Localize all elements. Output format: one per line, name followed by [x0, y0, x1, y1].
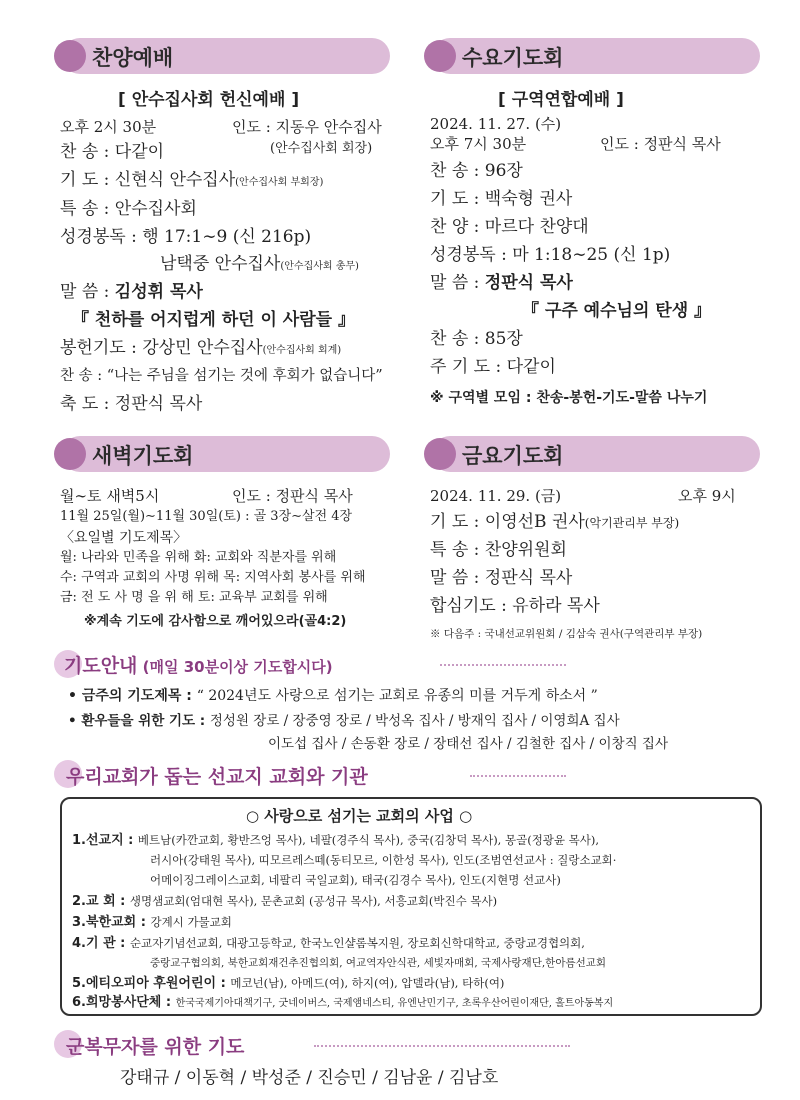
- wednesday-lords-prayer: 주 기 도 : 다같이: [430, 357, 556, 377]
- friday-title: 금요기도회: [462, 444, 564, 468]
- worship-sermon-label: 말 씀 :: [60, 282, 115, 302]
- missions-item-6-label: 6.희망봉사단체 :: [72, 995, 176, 1010]
- friday-closing: 합심기도 : 유하라 목사: [430, 596, 600, 616]
- friday-next: ※ 다음주 : 국내선교위원회 / 김삼숙 권사(구역관리부 부장): [430, 628, 703, 640]
- missions-item-1-line2: 러시아(강태원 목사), 띠모르레스떼(동티모르, 이한성 목사), 인도(조범연선교사 : 질랑소교회·: [150, 853, 617, 867]
- worship-blessing: 축 도 : 정판식 목사: [60, 394, 203, 414]
- missions-item-1-label: 1.선교지 :: [72, 833, 138, 848]
- dawn-topic-head: 〈요일별 기도제목〉: [60, 530, 188, 546]
- friday-prayer: [430, 512, 679, 533]
- wednesday-hymn: 찬 송 : 96장: [430, 161, 523, 181]
- pill-dot-icon: [54, 40, 86, 72]
- prayer-guide-dotted-rule: [440, 664, 566, 666]
- dawn-time: 월∼토 새벽5시: [60, 487, 160, 505]
- missions-dotted-rule: [470, 775, 566, 777]
- prayer-sick: [68, 711, 620, 731]
- worship-leader-note: (안수집사회 회장): [270, 141, 373, 156]
- dawn-title: 새벽기도회: [92, 444, 194, 468]
- friday-time: 오후 9시: [678, 487, 736, 505]
- dawn-leader: 인도 : 정판식 목사: [232, 487, 353, 505]
- missions-item-3-text: 강계시 가물교회: [150, 915, 232, 929]
- worship-prayer-note: (안수집사회 부회장): [235, 177, 324, 188]
- wednesday-scripture: 성경봉독 : 마 1:18∼25 (신 1p): [430, 245, 671, 265]
- dawn-topic-row: 월: 나라와 민족을 위해 화: 교회와 직분자를 위해: [60, 550, 337, 565]
- missions-item-1-line3: 어메이징그레이스교회, 네팔리 국일교회), 태국(김경수 목사), 인도(지현명 선교사): [150, 873, 561, 887]
- wednesday-praise: 찬 양 : 마르다 찬양대: [430, 217, 589, 237]
- missions-item-1-line1: 베트남(카깐교회, 황반즈엉 목사), 네팔(경주식 목사), 중국(김창덕 목사), 몽골(정광윤 목사),: [137, 833, 600, 847]
- friday-prayer-note: (악기관리부 부장): [584, 516, 680, 530]
- pill-dot-icon: [424, 438, 456, 470]
- pill-dot-icon: [424, 40, 456, 72]
- missions-title: 우리교회가 돕는 선교지 교회와 기관: [66, 766, 368, 788]
- dawn-range: 11월 25일(월)∼11월 30일(토) : 골 3장∼살전 4장: [60, 509, 353, 524]
- missions-item-5-label: 5.에티오피아 후원어린이 :: [72, 976, 231, 991]
- worship-sermon: [60, 282, 203, 302]
- missions-item-4-line2: 중랑교구협의회, 북한교회재건추진협의회, 여교역자안식관, 세빛자매회, 국제사랑재단,한아름선교회: [150, 957, 607, 969]
- missions-item-2-text: 생명샘교회(엄대현 목사), 문촌교회 (공성규 목사), 서흥교회(박진수 목사): [129, 894, 498, 908]
- military-names: 강태규 / 이동혁 / 박성준 / 진승민 / 김남윤 / 김남호: [120, 1068, 499, 1088]
- wednesday-sermon-title: 『 구주 예수님의 탄생 』: [522, 301, 712, 321]
- missions-item-4: [72, 933, 585, 954]
- military-dotted-rule: [314, 1045, 570, 1047]
- missions-item-5-text: 메코넌(남), 아메드(여), 하지(여), 압델라(남), 타하(여): [230, 976, 505, 990]
- friday-special: 특 송 : 찬양위원회: [430, 540, 567, 560]
- missions-item-6-text: 한국국제기아대책기구, 굿네이버스, 국제앰네스티, 유엔난민기구, 초록우산어린이재단, 홀트아동복지: [175, 998, 614, 1009]
- worship-scripture-reader-note: (안수집사회 총무): [280, 261, 359, 272]
- prayer-guide-heading: [64, 651, 333, 678]
- wednesday-subtitle: [ 구역연합예배 ]: [498, 90, 624, 110]
- prayer-week-text: “ 2024년도 사랑으로 섬기는 교회로 유종의 미를 거두게 하소서 ”: [196, 688, 598, 704]
- dawn-topic-row: 수: 구역과 교회의 사명 위해 목: 지역사회 봉사를 위해: [60, 570, 366, 585]
- friday-date: 2024. 11. 29. (금): [430, 487, 562, 505]
- dawn-verse: ※계속 기도에 감사함으로 깨어있으라(골4:2): [84, 614, 347, 629]
- worship-prayer: [60, 170, 323, 193]
- missions-item-3: [72, 912, 232, 933]
- worship-title: 찬양예배: [92, 46, 174, 70]
- military-title: 군복무자를 위한 기도: [66, 1036, 245, 1058]
- worship-leader: 인도 : 지동우 안수집사: [232, 118, 382, 136]
- wednesday-prayer: 기 도 : 백숙형 권사: [430, 189, 573, 209]
- dawn-topic-row: 금: 전 도 사 명 을 위 해 토: 교육부 교회를 위해: [60, 590, 328, 605]
- prayer-week: [68, 686, 598, 706]
- prayer-guide-title: 기도안내: [64, 655, 138, 677]
- wednesday-sermon-speaker: 정판식 목사: [484, 273, 573, 293]
- wednesday-leader: 인도 : 정판식 목사: [600, 135, 721, 153]
- worship-hymn: 찬 송 : 다같이: [60, 142, 165, 162]
- wednesday-title: 수요기도회: [462, 46, 564, 70]
- missions-item-2-label: 2.교 회 :: [72, 894, 130, 909]
- worship-prayer-text: 기 도 : 신현식 안수집사: [60, 170, 236, 190]
- friday-prayer-text: 기 도 : 이영선B 권사: [430, 512, 585, 532]
- worship-sermon-title: 『 천하를 어지럽게 하던 이 사람들 』: [72, 310, 355, 330]
- worship-offering-note: (안수집사회 회계): [262, 345, 342, 356]
- worship-sermon-speaker: 김성휘 목사: [114, 282, 203, 302]
- missions-item-3-label: 3.북한교회 :: [72, 915, 151, 930]
- missions-item-1: [72, 830, 599, 851]
- prayer-sick-label: • 환우들을 위한 기도 :: [68, 713, 210, 729]
- worship-subtitle: [ 안수집사회 헌신예배 ]: [118, 90, 300, 110]
- worship-scripture-reader-name: 남택중 안수집사: [160, 254, 281, 274]
- prayer-sick-line1: 정성원 장로 / 장중영 장로 / 박성옥 집사 / 방재익 집사 / 이영희A 집사: [209, 713, 620, 729]
- wednesday-time: 오후 7시 30분: [430, 135, 527, 153]
- wednesday-note: ※ 구역별 모임 : 찬송-봉헌-기도-말씀 나누기: [430, 390, 708, 406]
- prayer-sick-line2: 이도섭 집사 / 손동환 장로 / 장태선 집사 / 김철한 집사 / 이창직 집사: [268, 736, 669, 752]
- missions-item-5: [72, 973, 504, 994]
- worship-offering-text: 봉헌기도 : 강상민 안수집사: [60, 338, 263, 358]
- wednesday-sermon-label: 말 씀 :: [430, 273, 485, 293]
- prayer-week-label: • 금주의 기도제목 :: [68, 688, 197, 704]
- prayer-guide-title-suffix: (매일 30분이상 기도합시다): [137, 658, 333, 676]
- worship-scripture-reader: [160, 254, 359, 277]
- wednesday-date: 2024. 11. 27. (수): [430, 115, 562, 133]
- missions-item-2: [72, 891, 497, 912]
- pill-dot-icon: [54, 438, 86, 470]
- missions-box-title: ○ 사랑으로 섬기는 교회의 사업 ○: [246, 807, 473, 825]
- missions-item-4-line1: 순교자기념선교회, 대광고등학교, 한국노인샬롬복지원, 장로회신학대학교, 중랑교경협의회,: [129, 936, 585, 950]
- wednesday-hymn2: 찬 송 : 85장: [430, 329, 523, 349]
- friday-sermon: 말 씀 : 정판식 목사: [430, 568, 573, 588]
- wednesday-sermon: [430, 273, 573, 293]
- missions-item-6: [72, 993, 613, 1014]
- missions-item-4-label: 4.기 관 :: [72, 936, 130, 951]
- worship-hymn2: 찬 송 : “나는 주님을 섬기는 것에 후회가 없습니다”: [60, 368, 383, 384]
- worship-special: 특 송 : 안수집사회: [60, 199, 197, 219]
- worship-time: 오후 2시 30분: [60, 118, 157, 136]
- worship-offering: [60, 338, 341, 361]
- worship-scripture: 성경봉독 : 행 17:1∼9 (신 216p): [60, 227, 312, 247]
